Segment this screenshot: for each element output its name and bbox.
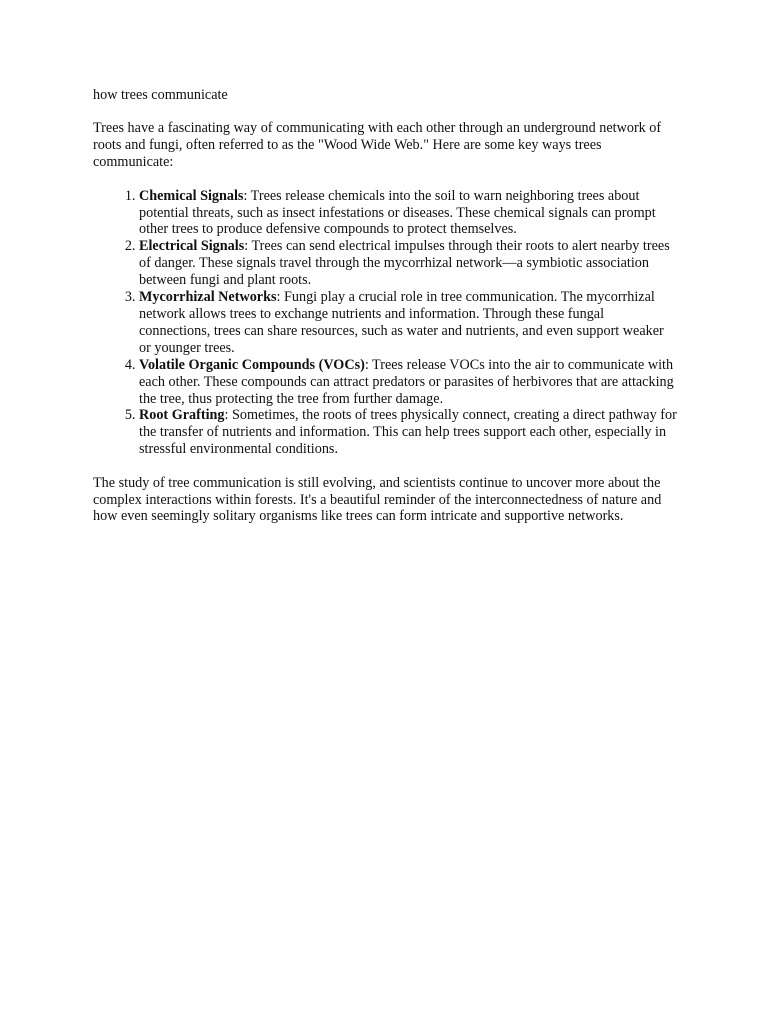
list-item-term: Chemical Signals bbox=[139, 187, 244, 204]
list-item-term: Electrical Signals bbox=[139, 238, 245, 255]
communication-methods-list bbox=[93, 188, 678, 459]
list-item-text: : Trees release chemicals into the soil to warn neighboring trees about potential threats, such as insect infestations or diseases. These chemical signals can prompt other trees to produce defensive compounds to protect themselves. bbox=[139, 187, 656, 238]
list-item bbox=[139, 238, 678, 289]
document-title: how trees communicate bbox=[93, 87, 228, 103]
document-page bbox=[93, 87, 678, 525]
list-item-term: Mycorrhizal Networks bbox=[139, 289, 277, 306]
closing-paragraph: The study of tree communication is still evolving, and scientists continue to uncover more about the complex interactions within forests. It's a beautiful reminder of the interconnectedness of nature and how even seemingly solitary organisms like trees can form intricate and supportive networks. bbox=[93, 474, 662, 525]
list-item-text: : Sometimes, the roots of trees physically connect, creating a direct pathway for the transfer of nutrients and information. This can help trees support each other, especially in stressful environmental conditions. bbox=[139, 407, 677, 458]
list-item bbox=[139, 357, 678, 408]
intro-paragraph: Trees have a fascinating way of communicating with each other through an underground network of roots and fungi, often referred to as the "Wood Wide Web." Here are some key ways trees communicate: bbox=[93, 120, 662, 171]
list-item-text: : Trees release VOCs into the air to communicate with each other. These compounds can attract predators or parasites of herbivores that are attacking the tree, thus protecting the tree from further damage. bbox=[139, 356, 674, 407]
list-item bbox=[139, 188, 678, 239]
list-item bbox=[139, 407, 678, 458]
list-item-term: Volatile Organic Compounds (VOCs) bbox=[139, 356, 365, 373]
list-item-text: : Fungi play a crucial role in tree communication. The mycorrhizal network allows trees to exchange nutrients and information. Through these fungal connections, trees can share resources, such as water and nutrients, and even support weaker or younger trees. bbox=[139, 289, 664, 356]
list-item-text: : Trees can send electrical impulses through their roots to alert nearby trees of danger. These signals travel through the mycorrhizal network—a symbiotic association between fungi and plant roots. bbox=[139, 238, 670, 289]
list-item bbox=[139, 289, 678, 357]
list-item-term: Root Grafting bbox=[139, 407, 225, 424]
